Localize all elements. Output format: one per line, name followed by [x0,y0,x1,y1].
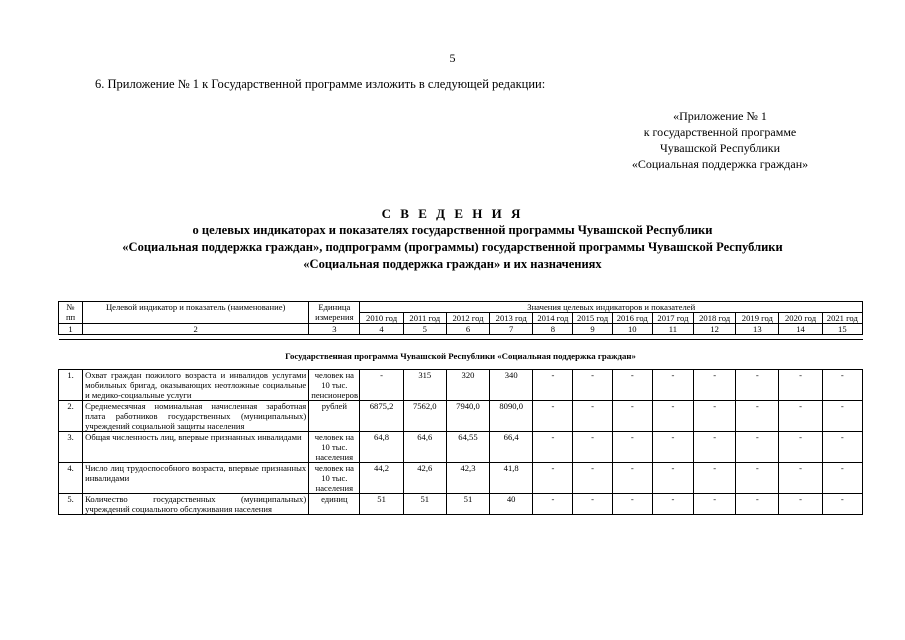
value-cell: 64,6 [403,432,446,463]
value-cell: - [779,432,822,463]
column-number: 4 [360,324,403,335]
value-cell: 6875,2 [360,401,403,432]
value-cell: 7562,0 [403,401,446,432]
header-values-group: Значения целевых индикаторов и показателей [360,302,863,313]
value-cell: - [736,494,779,515]
document-title [0,205,905,273]
value-cell: - [779,463,822,494]
value-cell: - [652,370,693,401]
column-number: 2 [83,324,309,335]
value-cell: - [612,401,652,432]
year-header: 2020 год [779,313,822,324]
value-cell: - [573,494,612,515]
row-number: 1. [59,370,83,401]
value-cell: 66,4 [490,432,533,463]
value-cell: - [736,432,779,463]
value-cell: - [612,463,652,494]
indicator-label: Среднемесячная номинальная начисленная заработная плата работников государственных (муниципальных) учреждений социальной защиты населения [83,401,309,432]
appendix-line: к государственной программе [643,125,797,139]
value-cell: 44,2 [360,463,403,494]
appendix-line: Чувашской Республики [659,141,781,155]
value-cell: - [822,401,862,432]
row-number: 5. [59,494,83,515]
value-cell: - [779,494,822,515]
unit-cell: рублей [309,401,360,432]
indicator-label: Количество государственных (муниципальных) учреждений социального обслуживания населения [83,494,309,515]
table-row [59,401,863,432]
value-cell: - [533,432,573,463]
value-cell: - [360,370,403,401]
year-header: 2017 год [652,313,693,324]
title-line: «Социальная поддержка граждан», подпрограмм (программы) государственной программы Чувашской Республики [122,240,783,254]
column-number-row [59,324,863,335]
value-cell: - [694,494,736,515]
value-cell: - [612,370,652,401]
value-cell: - [573,401,612,432]
value-cell: 51 [360,494,403,515]
indicator-label: Общая численность лиц, впервые признанных инвалидами [83,432,309,463]
column-number: 8 [533,324,573,335]
value-cell: - [612,432,652,463]
row-number: 2. [59,401,83,432]
value-cell: 42,6 [403,463,446,494]
year-header: 2015 год [573,313,612,324]
value-cell: - [533,401,573,432]
column-number: 13 [736,324,779,335]
value-cell: 40 [490,494,533,515]
value-cell: - [533,494,573,515]
header-unit: Единица измерения [309,302,360,324]
column-number: 1 [59,324,83,335]
value-cell: - [822,494,862,515]
value-cell: - [694,401,736,432]
value-cell: 51 [403,494,446,515]
year-header: 2018 год [694,313,736,324]
indicator-label: Охват граждан пожилого возраста и инвалидов услугами мобильных бригад, оказывающих неотложные социальные и медико-социальные услуги [83,370,309,401]
value-cell: 42,3 [446,463,489,494]
value-cell: 64,8 [360,432,403,463]
value-cell: - [736,463,779,494]
title-heading: С В Е Д Е Н И Я [381,206,524,221]
unit-cell: человек на 10 тыс. населения [309,432,360,463]
year-header: 2011 год [403,313,446,324]
value-cell: - [652,401,693,432]
intro-paragraph: 6. Приложение № 1 к Государственной программе изложить в следующей редакции: [95,77,546,91]
value-cell: 340 [490,370,533,401]
value-cell: 41,8 [490,463,533,494]
section-title: Государственная программа Чувашской Республики «Социальная поддержка граждан» [59,340,863,370]
year-header: 2012 год [446,313,489,324]
year-header: 2010 год [360,313,403,324]
value-cell: - [533,370,573,401]
value-cell: - [652,432,693,463]
value-cell: - [694,432,736,463]
unit-cell: единиц [309,494,360,515]
table-row [59,432,863,463]
appendix-line: «Социальная поддержка граждан» [631,157,809,171]
value-cell: - [533,463,573,494]
row-number: 4. [59,463,83,494]
value-cell: - [573,370,612,401]
column-number: 9 [573,324,612,335]
column-number: 15 [822,324,862,335]
year-header: 2014 год [533,313,573,324]
value-cell: - [694,370,736,401]
value-cell: - [822,370,862,401]
table-row [59,370,863,401]
column-number: 7 [490,324,533,335]
column-number: 3 [309,324,360,335]
title-line: «Социальная поддержка граждан» и их назначениях [303,257,602,271]
column-number: 6 [446,324,489,335]
value-cell: - [822,432,862,463]
section-row [59,340,863,370]
value-cell: 8090,0 [490,401,533,432]
table-row [59,463,863,494]
value-cell: - [779,401,822,432]
page-number: 5 [449,51,456,65]
unit-cell: человек на 10 тыс. пенсионеров [309,370,360,401]
value-cell: 51 [446,494,489,515]
value-cell: - [694,463,736,494]
appendix-reference [610,108,830,172]
header-num: № пп [59,302,83,324]
column-number: 14 [779,324,822,335]
column-number: 11 [652,324,693,335]
year-header: 2016 год [612,313,652,324]
value-cell: 64,55 [446,432,489,463]
value-cell: - [652,463,693,494]
indicators-table [58,301,863,515]
value-cell: - [573,432,612,463]
appendix-line: «Приложение № 1 [673,109,767,123]
column-number: 10 [612,324,652,335]
header-row [59,302,863,313]
value-cell: 7940,0 [446,401,489,432]
year-header: 2019 год [736,313,779,324]
value-cell: - [612,494,652,515]
value-cell: - [736,370,779,401]
title-line: о целевых индикаторах и показателях государственной программы Чувашской Республики [192,223,713,237]
header-indicator: Целевой индикатор и показатель (наименование) [83,302,309,324]
year-header: 2021 год [822,313,862,324]
value-cell: - [736,401,779,432]
year-header: 2013 год [490,313,533,324]
value-cell: - [652,494,693,515]
value-cell: 320 [446,370,489,401]
value-cell: 315 [403,370,446,401]
table-row [59,494,863,515]
column-number: 5 [403,324,446,335]
row-number: 3. [59,432,83,463]
unit-cell: человек на 10 тыс. населения [309,463,360,494]
indicator-label: Число лиц трудоспособного возраста, впервые признанных инвалидами [83,463,309,494]
column-number: 12 [694,324,736,335]
value-cell: - [822,463,862,494]
value-cell: - [573,463,612,494]
value-cell: - [779,370,822,401]
